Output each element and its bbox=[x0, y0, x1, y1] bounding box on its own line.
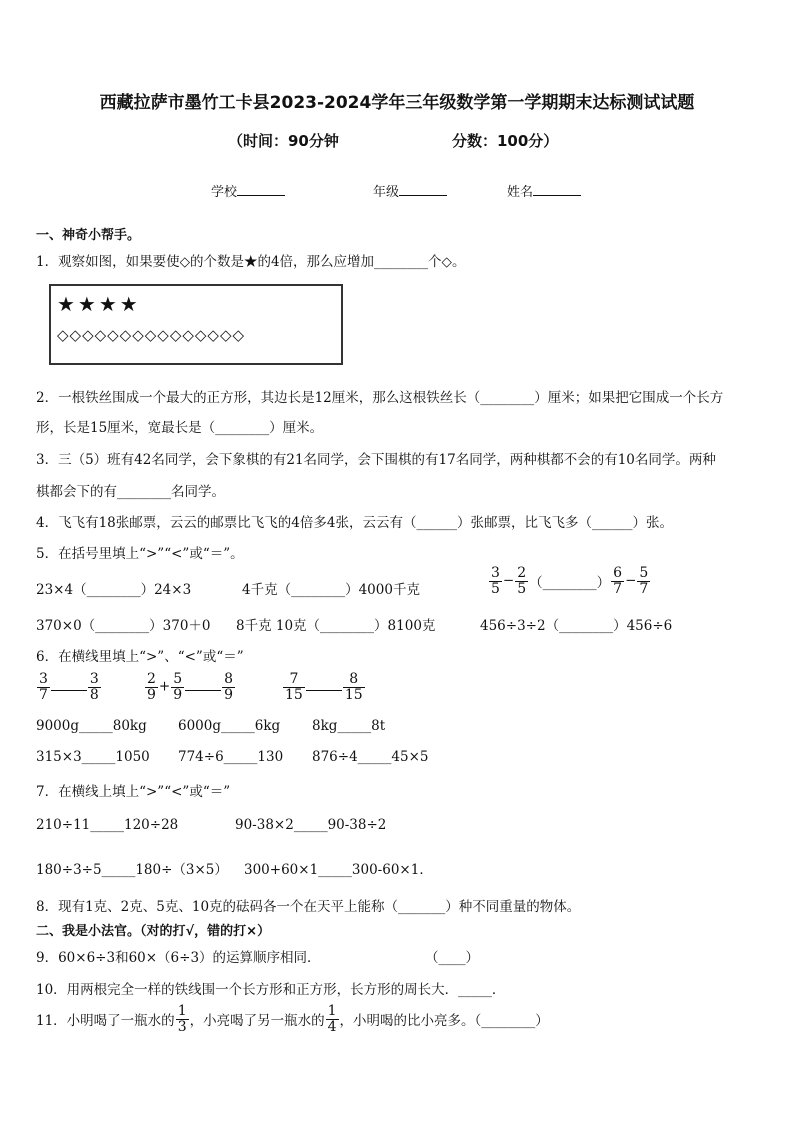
q5-row2-c: 456÷3÷2（________）456÷6 bbox=[480, 618, 673, 634]
q6-row2-c: 8kg_____8t bbox=[312, 718, 386, 734]
q5-row1-c: $\frac{3}{5}$ − $\frac{2}{5}$ （________） $\frac{6}{7}$ − $\frac{5}{7}$ bbox=[491, 565, 649, 597]
name-field[interactable] bbox=[507, 181, 581, 200]
q6-row1-c bbox=[282, 672, 366, 702]
question-5: 5．在括号里填上“>”“<”或“＝”。 bbox=[36, 546, 244, 562]
question-9-blank: （____） bbox=[425, 950, 479, 966]
score-label: 分数：100分） bbox=[452, 132, 559, 150]
fraction: $\frac{3}{5}$ bbox=[491, 565, 500, 597]
fraction: $\frac{1}{4}$ bbox=[327, 1003, 337, 1035]
q5-row1-b: 4千克（________）4000千克 bbox=[242, 582, 420, 598]
question-3-line-1: 3．三（5）班有42名同学，会下象棋的有21名同学，会下围棋的有17名同学，两种棋都不会的有10名同学。两种 bbox=[36, 452, 716, 468]
q7-row1-a: 210÷11_____120÷28 bbox=[36, 817, 179, 833]
fraction: $\frac{8}{15}$ bbox=[344, 671, 363, 703]
fraction: $\frac{6}{7}$ bbox=[613, 565, 623, 597]
section-2-heading: 二、我是小法官。（对的打√，错的打×） bbox=[36, 924, 271, 939]
question-6: 6．在横线里填上“>”、“<”或“＝” bbox=[36, 649, 244, 665]
q7-row2-b: 300+60×1_____300-60×1． bbox=[244, 862, 433, 878]
fraction: $\frac{1}{3}$ bbox=[177, 1003, 187, 1035]
q6-row1-b: $\frac{2}{9}$ + $\frac{5}{9}$ $\frac{8}{9}$ bbox=[147, 671, 234, 703]
fraction: $\frac{3}{8}$ bbox=[89, 671, 99, 703]
question-10: 10．用两根完全一样的铁线围一个长方形和正方形，长方形的周长大．_____． bbox=[36, 982, 506, 998]
page-title: 西藏拉萨市墨竹工卡县2023-2024学年三年级数学第一学期期末达标测试试题 bbox=[99, 93, 695, 113]
question-3-line-2: 棋都会下的有________名同学。 bbox=[36, 484, 225, 500]
q7-row2-a: 180÷3÷5_____180÷（3×5） bbox=[36, 862, 228, 878]
question-2-line-2: 形，长是15厘米，宽最长是（________）厘米。 bbox=[36, 420, 324, 436]
q7-row1-b: 90-38×2_____90-38÷2 bbox=[235, 817, 387, 833]
q6-row3-a: 315×3_____1050 bbox=[36, 749, 150, 765]
question-7: 7．在横线上填上“>”“<”或“＝” bbox=[36, 784, 231, 800]
fraction: $\frac{3}{7}$ bbox=[39, 671, 48, 703]
grade-label: 年级 bbox=[373, 185, 400, 200]
q5-row1-a: 23×4（________）24×3 bbox=[36, 582, 192, 598]
q6-row2-b: 6000g_____6kg bbox=[178, 718, 281, 734]
grade-field[interactable] bbox=[373, 181, 447, 200]
q5-row2-a: 370×0（________）370＋0 bbox=[36, 618, 211, 634]
question-11: 11．小明喝了一瓶水的 $\frac{1}{3}$ ，小亮喝了另一瓶水的 $\frac{1}{4}$ ，小明喝的比小亮多。（________） bbox=[36, 1003, 549, 1035]
diamonds-row: ◇◇◇◇◇◇◇◇◇◇◇◇◇◇◇ bbox=[57, 326, 246, 344]
question-4: 4．飞飞有18张邮票，云云的邮票比飞飞的4倍多4张，云云有（______）张邮票，比飞飞多（______）张。 bbox=[36, 515, 673, 531]
q6-row1-a bbox=[36, 672, 102, 702]
school-label: 学校 bbox=[211, 185, 238, 200]
fraction: $\frac{8}{9}$ bbox=[224, 671, 234, 703]
time-label: （时间：90分钟 bbox=[228, 132, 339, 150]
name-label: 姓名 bbox=[507, 185, 534, 200]
question-8: 8．现有1克、2克、5克、10克的砝码各一个在天平上能称（_______）种不同重量的物体。 bbox=[36, 899, 581, 915]
fraction: $\frac{5}{9}$ bbox=[173, 671, 183, 703]
stars-row: ★★★★ bbox=[57, 292, 141, 316]
fraction: $\frac{5}{7}$ bbox=[639, 565, 649, 597]
q5-row2-b: 8千克 10克（________）8100克 bbox=[236, 618, 436, 634]
question-2-line-1: 2．一根铁丝围成一个最大的正方形，其边长是12厘米，那么这根铁丝长（________）厘米；如果把它围成一个长方 bbox=[36, 390, 724, 406]
fraction: $\frac{2}{5}$ bbox=[517, 565, 527, 597]
fraction: $\frac{7}{15}$ bbox=[285, 671, 303, 703]
school-field[interactable] bbox=[211, 181, 285, 200]
question-1: 1．观察如图，如果要使◇的个数是★的4倍，那么应增加________个◇。 bbox=[36, 254, 466, 270]
section-1-heading: 一、神奇小帮手。 bbox=[36, 228, 141, 243]
question-9: 9．60×6÷3和60×（6÷3）的运算顺序相同． bbox=[36, 950, 321, 966]
q6-row3-b: 774÷6_____130 bbox=[178, 749, 284, 765]
fraction: $\frac{2}{9}$ bbox=[147, 671, 156, 703]
q6-row2-a: 9000g_____80kg bbox=[36, 718, 147, 734]
q6-row3-c: 876÷4_____45×5 bbox=[312, 749, 429, 765]
